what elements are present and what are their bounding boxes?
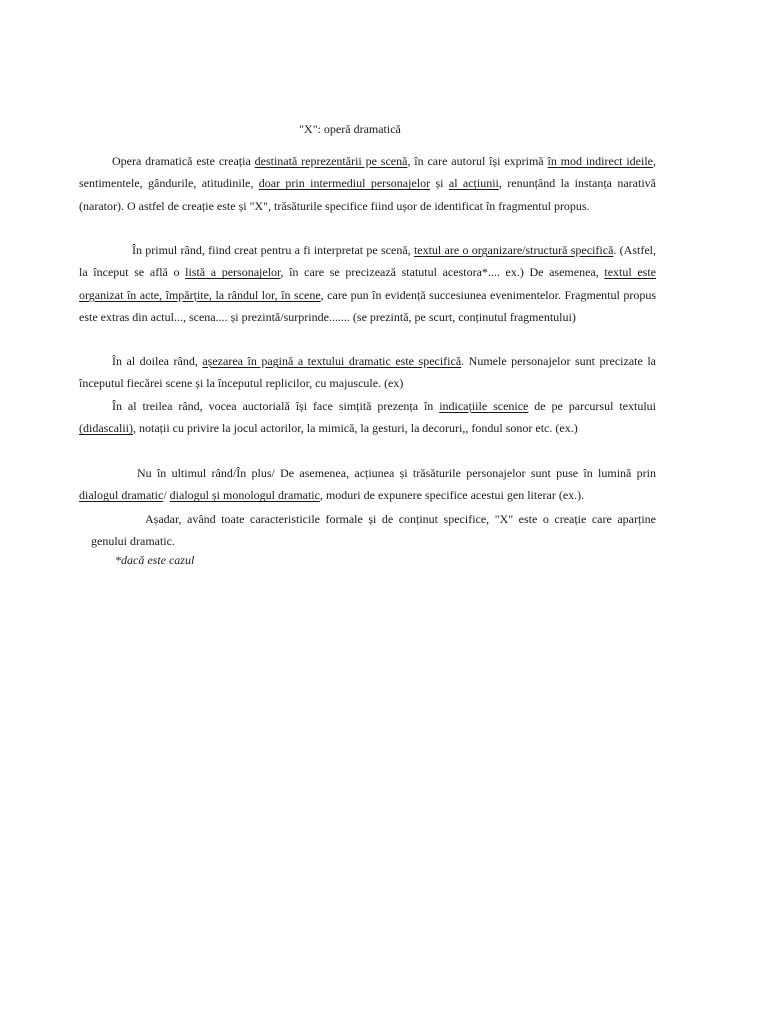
paragraph-structure bbox=[79, 239, 656, 329]
underlined-phrase: dialogul și monologul dramatic bbox=[169, 488, 320, 503]
text-segment: , moduri de expunere specifice acestui gen literar (ex.). bbox=[319, 488, 585, 503]
underlined-phrase: dialogul dramatic bbox=[79, 488, 164, 503]
underlined-phrase: listă a personajelor bbox=[185, 265, 281, 280]
underlined-phrase: textul are o organizare/structură specifică bbox=[413, 243, 614, 257]
paragraph-conclusion bbox=[91, 508, 656, 553]
document-title: "X": operă dramatică bbox=[299, 122, 401, 136]
text-segment: În al treilea rând, vocea auctorială își face simțită prezența în bbox=[112, 399, 440, 413]
paragraph-intro bbox=[79, 150, 656, 217]
paragraph-dialogue bbox=[79, 462, 656, 507]
text-segment: / bbox=[163, 488, 170, 503]
text-segment: și bbox=[430, 176, 449, 191]
text-segment: . Numele personajelor sunt precizate la începutul fiecărei scene și la începutul replicilor, cu majuscule. (ex) bbox=[79, 354, 656, 391]
underlined-phrase: destinată reprezentării pe scenă bbox=[254, 154, 408, 168]
underlined-phrase: (didascalii) bbox=[79, 421, 133, 436]
text-segment: , sentimentele, gândurile, atitudinile, bbox=[79, 154, 656, 191]
paragraph-stage-directions bbox=[79, 395, 656, 440]
text-segment: , care pun în evidență succesiunea evenimentelor. Fragmentul propus este extras din actul..., scena.... și prezintă/surprinde....... (se prezintă, pe scurt, conținutul fragmentului) bbox=[79, 287, 656, 325]
text-segment: Opera dramatică este creația bbox=[112, 154, 255, 168]
text-segment: Nu în ultimul rând/În plus/ De asemenea, acțiunea și trăsăturile personajelor sunt puse în lumină prin bbox=[137, 466, 656, 480]
underlined-phrase: așezarea în pagină a textului dramatic este specifică bbox=[202, 354, 462, 368]
underlined-phrase: în mod indirect ideile bbox=[547, 154, 653, 168]
underlined-phrase: indicațiile scenice bbox=[439, 399, 529, 413]
text-segment: . (Astfel, la început se află o bbox=[79, 243, 656, 280]
text-segment: În primul rând, fiind creat pentru a fi interpretat pe scenă, bbox=[132, 243, 414, 257]
text-segment: , în care se precizează statutul acestora*.... ex.) De asemenea, bbox=[280, 265, 605, 280]
text-segment: În al doilea rând, bbox=[112, 354, 203, 368]
footnote: *dacă este cazul bbox=[115, 553, 195, 567]
text-segment: , în care autorul își exprimă bbox=[407, 154, 548, 168]
text-segment: , renunțând la instanța narativă (narator). O astfel de creație este și "X", trăsăturile specifice fiind ușor de identificat în fragmentul propus. bbox=[79, 176, 656, 213]
text-segment: , notații cu privire la jocul actorilor, la mimică, la gesturi, la decoruri,, fondul sonor etc. (ex.) bbox=[132, 421, 578, 436]
text-segment: Așadar, având toate caracteristicile formale și de conținut specifice, "X" este o creație care aparține genului dramatic. bbox=[91, 512, 656, 549]
paragraph-page-layout bbox=[79, 350, 656, 395]
text-segment: de pe parcursul textului bbox=[528, 399, 656, 413]
underlined-phrase: doar prin intermediul personajelor bbox=[258, 176, 431, 191]
underlined-phrase: al acțiunii bbox=[448, 176, 499, 191]
underlined-phrase: textul este organizat în acte, împărțite, la rândul lor, în scene bbox=[79, 265, 656, 302]
